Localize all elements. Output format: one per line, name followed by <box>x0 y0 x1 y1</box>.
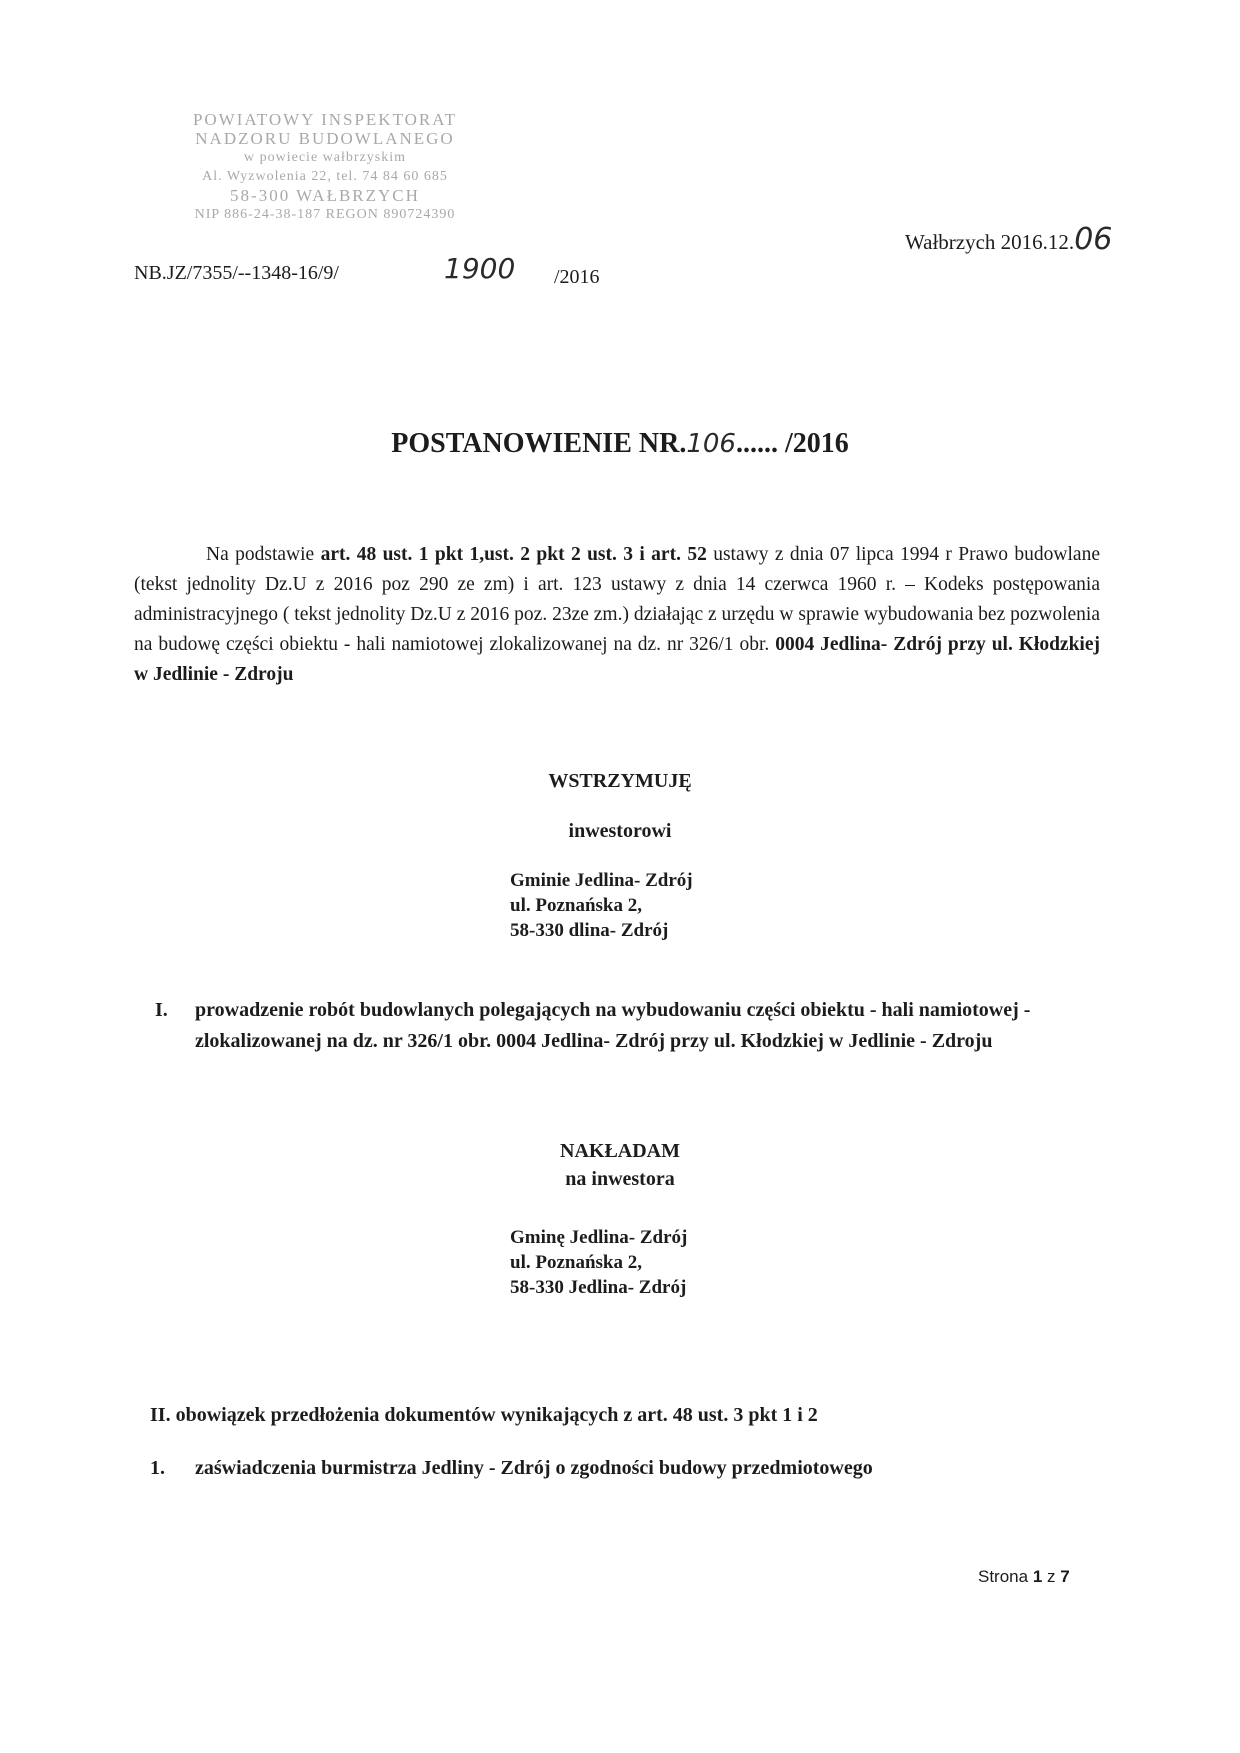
reference-number <box>134 252 600 288</box>
investor-address <box>510 868 693 943</box>
point-text: zaświadczenia burmistrza Jedliny - Zdrój o zgodności budowy przedmiotowego <box>195 1457 873 1479</box>
page-current: 1 <box>1032 1567 1043 1586</box>
legal-basis-paragraph <box>134 540 1100 690</box>
intro-articles: art. 48 ust. 1 pkt 1,ust. 2 pkt 2 ust. 3 i art. 52 <box>320 544 707 565</box>
address-line: 58-330 dlina- Zdrój <box>510 920 669 941</box>
page-label: Strona <box>978 1567 1033 1586</box>
intro-text: Na podstawie <box>206 544 321 565</box>
date-printed: Wałbrzych 2016.12. <box>905 230 1075 254</box>
stamp-line: POWIATOWY INSPEKTORAT <box>192 110 458 129</box>
date-handwritten: 06 <box>1074 222 1113 257</box>
address-line: 58-330 Jedlina- Zdrój <box>510 1277 687 1298</box>
intro-text: ustawy z dnia 07 lipca 1994 r Prawo budowlane (tekst jednolity Dz.U z 2016 poz 290 ze zm) i art. 123 ustawy z dnia 14 czerwca 1960 r. – Kodeks postępowania administracyjnego ( tekst jednolity Dz.U z 2016 poz. 23ze zm.) działając z urzędu w sprawie wybudowania bez pozwolenia na budowę części obiektu - hali namiotowej zlokalizowanej na dz. nr 326/1 obr. <box>134 544 1100 655</box>
subheading-inwestorowi: inwestorowi <box>568 820 672 842</box>
reference-handwritten: 1900 <box>444 252 516 285</box>
address-line: Gminie Jedlina- Zdrój <box>510 870 693 891</box>
stamp-line: Al. Wyzwolenia 22, tel. 74 84 60 685 <box>202 169 448 184</box>
office-stamp <box>150 110 500 224</box>
point-number: 1. <box>150 1457 165 1479</box>
reference-prefix: NB.JZ/7355/--1348-16/9/ <box>134 262 339 284</box>
reference-suffix: /2016 <box>554 266 600 288</box>
address-line: ul. Poznańska 2, <box>510 1252 642 1273</box>
point-number: I. <box>155 999 168 1021</box>
subheading-na-inwestora: na inwestora <box>565 1168 675 1190</box>
title-prefix: POSTANOWIENIE NR. <box>391 428 687 459</box>
title-suffix: ...... /2016 <box>735 428 849 459</box>
page-total: 7 <box>1060 1567 1070 1586</box>
stamp-line: w powiecie wałbrzyskim <box>244 150 406 165</box>
intro-location: 0004 Jedlina- Zdrój przy ul. Kłodzkiej w Jedlinie - Zdroju <box>134 634 1100 685</box>
page-sep: z <box>1042 1567 1061 1586</box>
page-number <box>978 1567 1070 1587</box>
stamp-line: NADZORU BUDOWLANEGO <box>195 129 455 148</box>
stamp-line: 58-300 WAŁBRZYCH <box>230 186 420 205</box>
point-text: II. obowiązek przedłożenia dokumentów wynikających z art. 48 ust. 3 pkt 1 i 2 <box>150 1404 818 1426</box>
title-handwritten: 106 <box>686 429 736 459</box>
address-line: Gminę Jedlina- Zdrój <box>510 1227 688 1248</box>
investor-address <box>510 1225 687 1300</box>
document-date <box>905 222 1112 257</box>
stamp-line: NIP 886-24-38-187 REGON 890724390 <box>194 207 456 222</box>
heading-nakladam: NAKŁADAM <box>560 1140 680 1162</box>
address-line: ul. Poznańska 2, <box>510 895 642 916</box>
heading-wstrzymuje: WSTRZYMUJĘ <box>548 770 692 792</box>
document-title <box>0 428 1240 460</box>
point-text: prowadzenie robót budowlanych polegających na wybudowaniu części obiektu - hali namiotowej - zlokalizowanej na dz. nr 326/1 obr. 0004 Jedlina- Zdrój przy ul. Kłodzkiej w Jedlinie - Zdroju <box>195 999 1031 1052</box>
